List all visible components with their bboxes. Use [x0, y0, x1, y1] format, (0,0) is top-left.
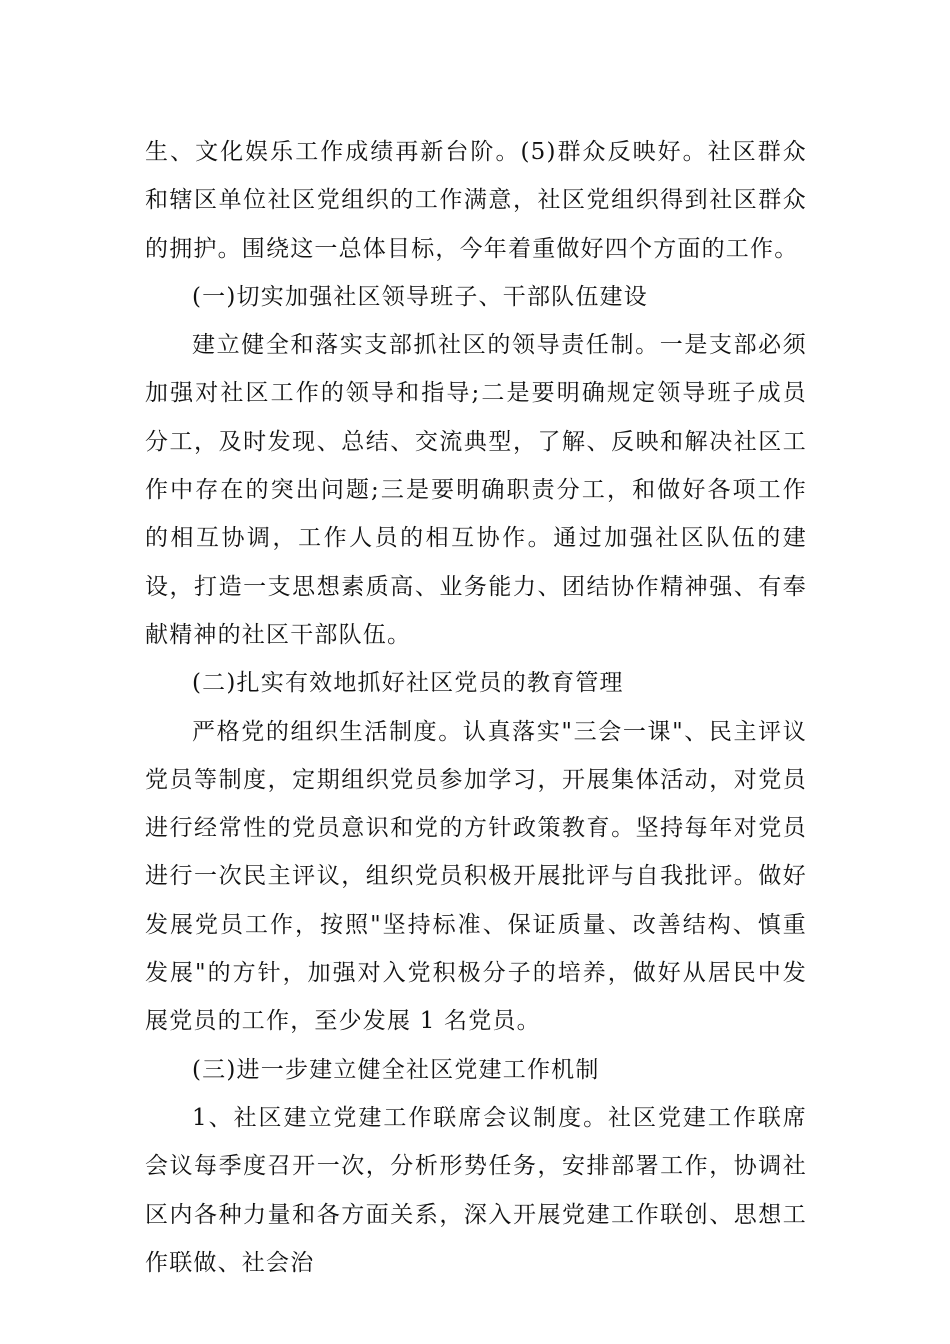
paragraph-joint-meeting: 1、社区建立党建工作联席会议制度。社区党建工作联席会议每季度召开一次，分析形势任务，安排部署工作，协调社区内各种力量和各方面关系，深入开展党建工作联创、思想工作联做、社会治	[145, 1104, 807, 1276]
section-heading-1: (一)切实加强社区领导班子、干部队伍建设	[192, 283, 648, 310]
paragraph-continuation: 生、文化娱乐工作成绩再新台阶。(5)群众反映好。社区群众和辖区单位社区党组织的工作满意，社区党组织得到社区群众的拥护。围绕这一总体目标，今年着重做好四个方面的工作。	[145, 139, 807, 262]
section-heading-3: (三)进一步建立健全社区党建工作机制	[192, 1056, 600, 1083]
document-body	[145, 128, 807, 1287]
paragraph-party-education: 严格党的组织生活制度。认真落实"三会一课"、民主评议党员等制度，定期组织党员参加学习，开展集体活动，对党员进行经常性的党员意识和党的方针政策教育。坚持每年对党员进行一次民主评议，组织党员积极开展批评与自我批评。做好发展党员工作，按照"坚持标准、保证质量、改善结构、慎重发展"的方针，加强对入党积极分子的培养，做好从居民中发展党员的工作，至少发展 1 名党员。	[145, 718, 807, 1035]
paragraph-leadership: 建立健全和落实支部抓社区的领导责任制。一是支部必须加强对社区工作的领导和指导;二是要明确规定领导班子成员分工，及时发现、总结、交流典型，了解、反映和解决社区工作中存在的突出问题;三是要明确职责分工，和做好各项工作的相互协调，工作人员的相互协作。通过加强社区队伍的建设，打造一支思想素质高、业务能力、团结协作精神强、有奉献精神的社区干部队伍。	[145, 332, 807, 648]
section-heading-2: (二)扎实有效地抓好社区党员的教育管理	[192, 670, 624, 697]
